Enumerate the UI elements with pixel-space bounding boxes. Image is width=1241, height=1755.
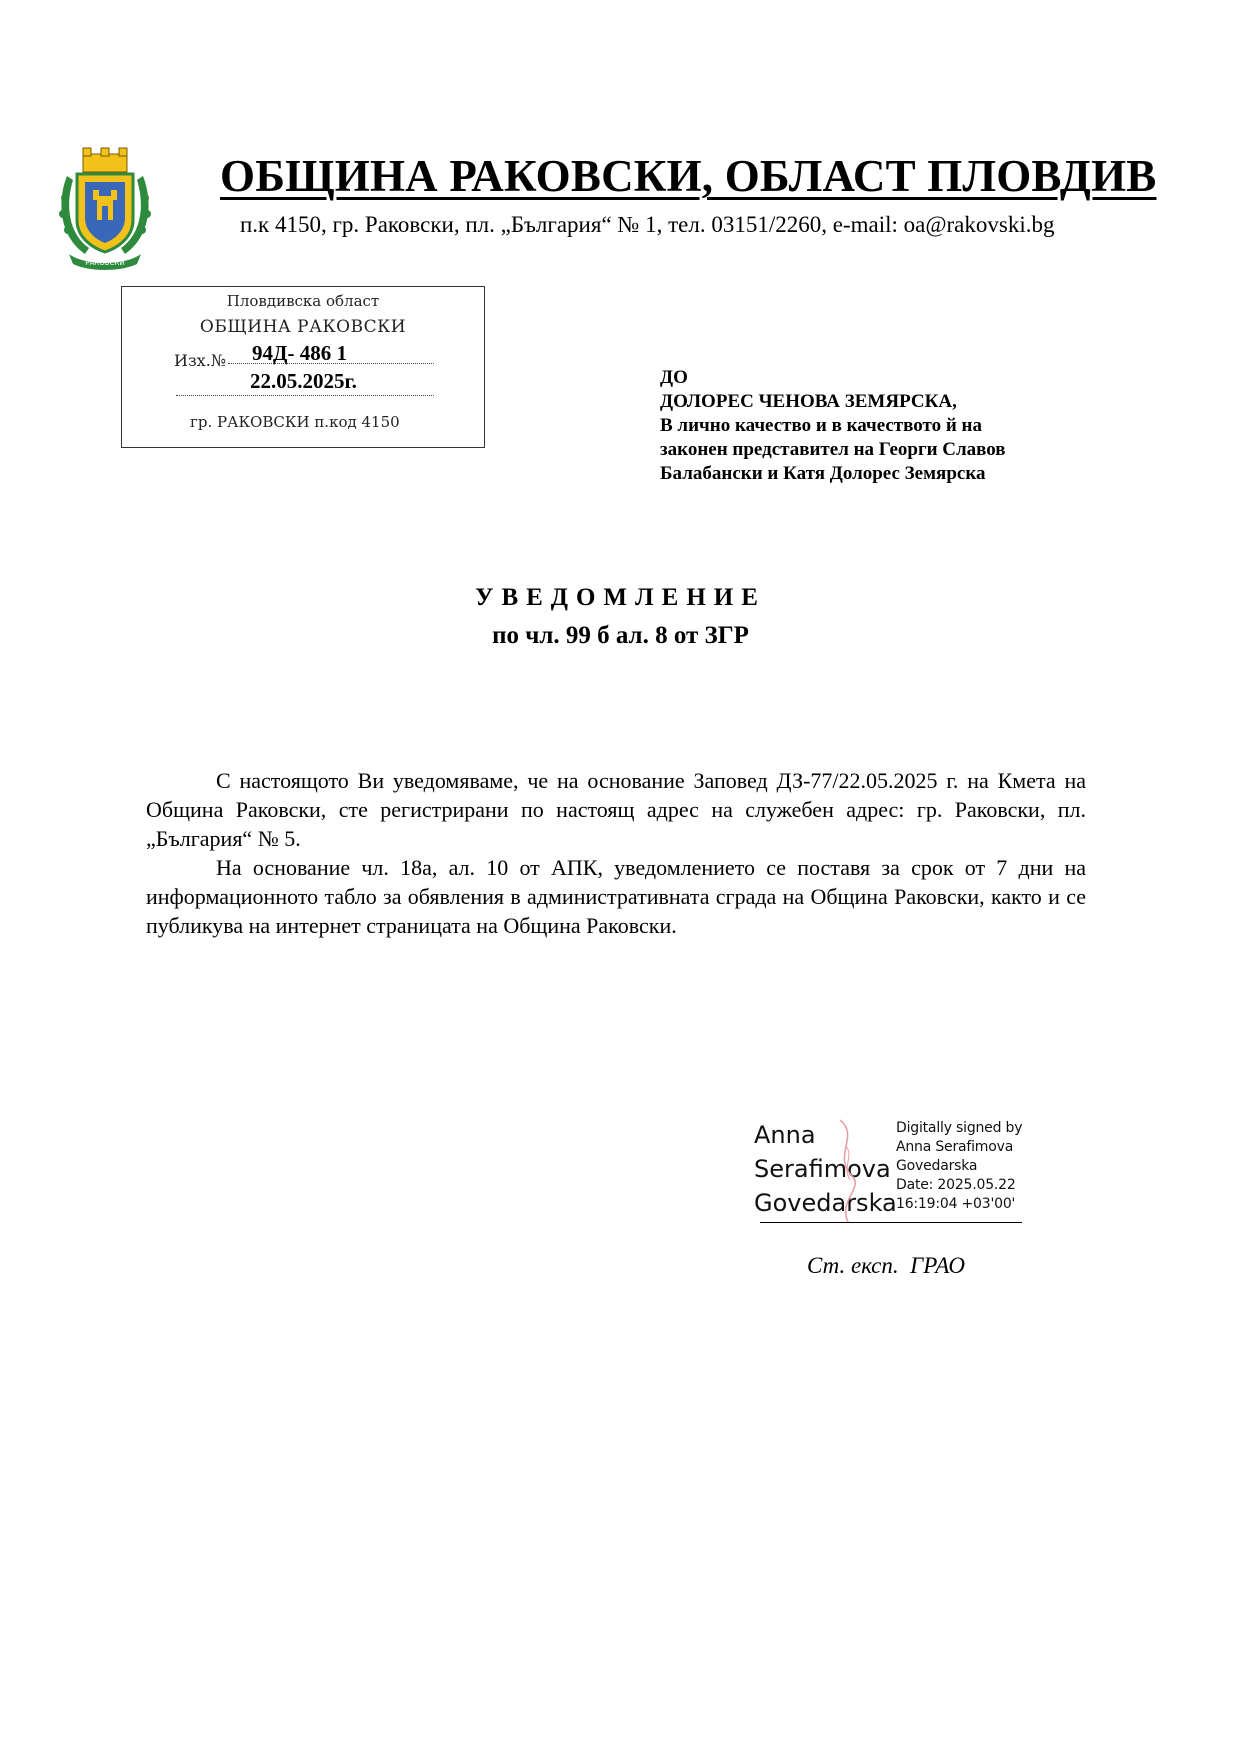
signature-line [760,1222,1022,1223]
stamp-outgoing-number: 94Д- 486 1 [252,341,347,365]
signature-name [754,1118,897,1220]
signature-mark-icon [830,1116,870,1226]
stamp-divider [228,363,434,364]
stamp-outgoing-label: Изх.№ [174,351,226,370]
letterhead-title: ОБЩИНА РАКОВСКИ, ОБЛАСТ ПЛОВДИВ [220,151,1157,201]
notice-subtitle: по чл. 99 б ал. 8 от ЗГР [492,622,749,649]
signature-name-line: Govedarska [754,1189,897,1217]
stamp-date: 22.05.2025г. [250,369,357,393]
notice-body [146,766,1086,940]
recipient-name: ДОЛОРЕС ЧЕНОВА ЗЕМЯРСКА, [660,391,957,412]
signature-detail: Govedarska [896,1158,978,1174]
recipient-line: законен представител на Георги Славов [660,439,1006,460]
stamp-region: Пловдивска област [226,292,380,310]
recipient-block [660,366,1006,486]
signature-name-line: Serafimova [754,1155,891,1183]
signature-detail: 16:19:04 +03'00' [896,1196,1016,1212]
signature-name-line: Anna [754,1121,816,1149]
signature-detail: Anna Serafimova [896,1139,1014,1155]
stamp-city: гр. РАКОВСКИ п.код 4150 [190,413,400,431]
recipient-line: Балабански и Катя Долорес Земярска [660,463,986,484]
signatory-position: Ст. експ. ГРАО [807,1253,966,1278]
body-paragraph: С настоящото Ви уведомяваме, че на основание Заповед ДЗ-77/22.05.2025 г. на Кмета на Община Раковски, сте регистрирани по настоящ адрес на служебен адрес: гр. Раковски, пл. „България“ № 5. [146,768,1086,851]
registration-stamp [121,286,485,448]
signature-detail: Digitally signed by [896,1120,1023,1136]
body-paragraph: На основание чл. 18а, ал. 10 от АПК, уведомлението се поставя за срок от 7 дни на информационното табло за обявления в административната сграда на Община Раковски, както и се публикува на интернет страницата на Община Раковски. [146,855,1086,938]
letterhead-address: п.к 4150, гр. Раковски, пл. „България“ № 1, тел. 03151/2260, e-mail: oa@rakovski.bg [240,212,1055,237]
notice-title: УВЕДОМЛЕНИЕ [475,584,766,611]
recipient-to: ДО [660,367,688,388]
signature-detail: Date: 2025.05.22 [896,1177,1016,1193]
recipient-line: В лично качество и в качеството й на [660,415,982,436]
stamp-divider [176,395,434,396]
stamp-municipality: ОБЩИНА РАКОВСКИ [199,317,407,337]
coat-of-arms-icon [55,146,155,272]
svg-text:РАКОВСКИ: РАКОВСКИ [85,259,125,267]
signature-details [896,1119,1022,1214]
